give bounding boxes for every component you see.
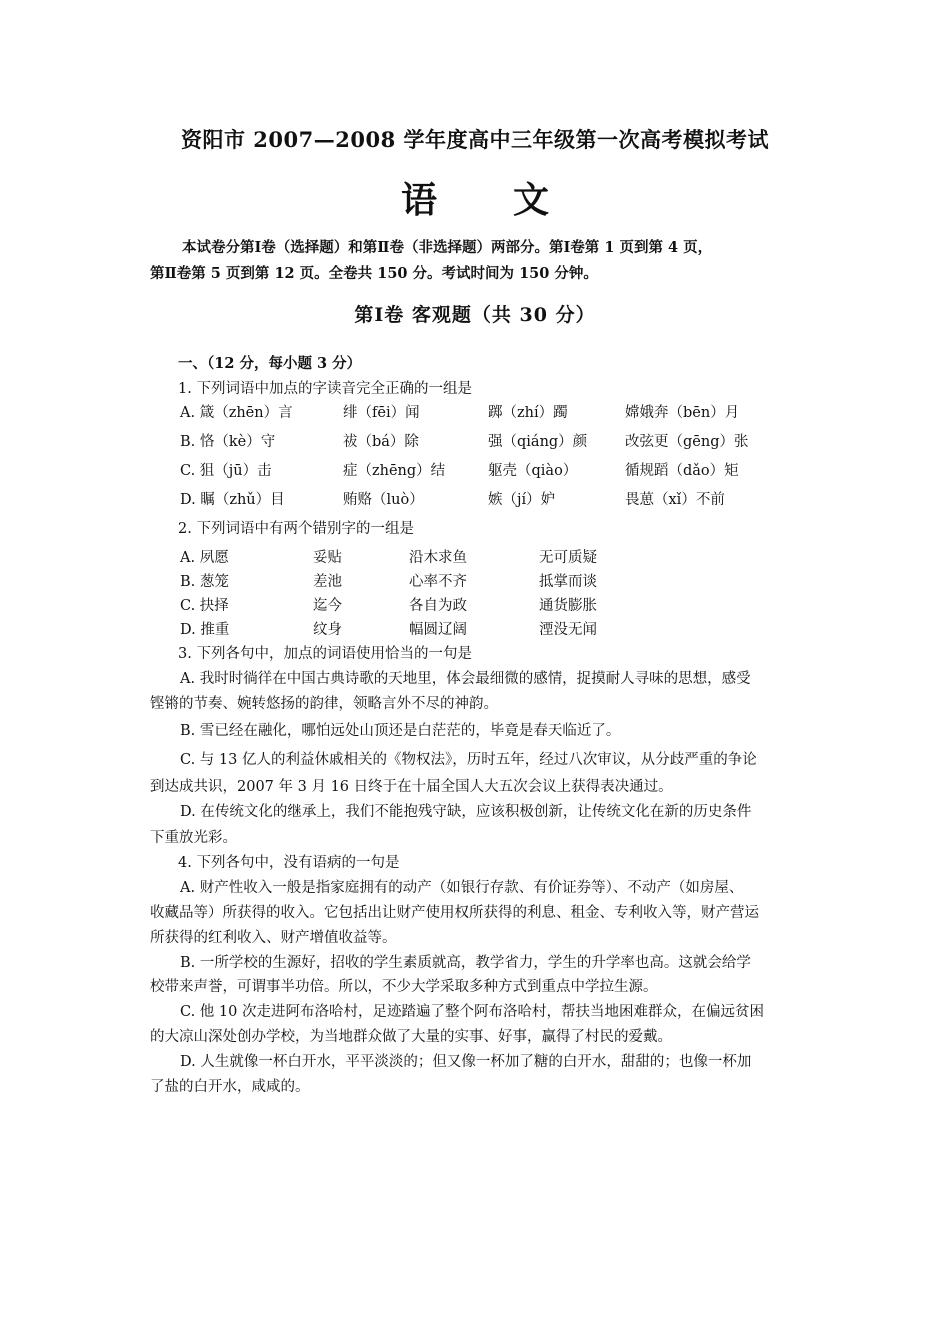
q1-row-b-4: 改弦更（gēng）张 [625, 434, 749, 450]
q3-line-4: C. 与 13 亿人的利益休戚相关的《物权法》，历时五年，经过八次审议，从分歧严重的争论 [180, 752, 757, 768]
q2-row-a-2: 妥贴 [313, 550, 342, 566]
q2-row-b-4: 抵掌而谈 [539, 574, 597, 590]
q2-row-b-2: 差池 [313, 574, 342, 590]
q2-row-a-1: A. 夙愿 [180, 550, 229, 566]
q2-row-a-4: 无可质疑 [539, 550, 597, 566]
q4-line-6: C. 他 10 次走进阿布洛哈村，足迹踏遍了整个阿布洛哈村，帮扶当地困难群众，在偏远贫困 [180, 1004, 764, 1020]
exam-title: 资阳市 2007—2008 学年度高中三年级第一次高考模拟考试 [180, 127, 769, 152]
q4-line-8: D. 人生就像一杯白开水，平平淡淡的；但又像一杯加了糖的白开水，甜甜的；也像一杯加 [180, 1054, 752, 1070]
intro-line-1: 本试卷分第Ⅰ卷（选择题）和第Ⅱ卷（非选择题）两部分。第Ⅰ卷第 1 页到第 4 页， [182, 239, 713, 256]
q1-row-c-3: 躯壳（qiào） [488, 463, 578, 479]
q2-row-b-3: 心率不齐 [409, 574, 467, 590]
q4-line-4: B. 一所学校的生源好，招收的学生素质就高，教学省力，学生的升学率也高。这就会给学 [180, 955, 751, 971]
q4-line-9: 了盐的白开水，咸咸的。 [150, 1079, 310, 1095]
q2-row-a-3: 沿木求鱼 [409, 550, 467, 566]
intro-line-2: 第Ⅱ卷第 5 页到第 12 页。全卷共 150 分。考试时间为 150 分钟。 [150, 265, 598, 282]
q1-row-d-3: 嫉（jí）妒 [488, 492, 556, 508]
section-title: 第Ⅰ卷 客观题（共 30 分） [354, 304, 596, 326]
subject-title: 语文 [400, 179, 625, 221]
q3-line-7: 下重放光彩。 [150, 830, 237, 846]
q1-row-b-1: B. 恪（kè）守 [180, 434, 276, 450]
q1-row-c-2: 症（zhēng）结 [343, 463, 446, 479]
q3-line-2: 铿锵的节奏、婉转悠扬的韵律，领略言外不尽的神韵。 [150, 696, 498, 712]
part1-heading: 一、（12 分，每小题 3 分） [178, 355, 362, 372]
q2-row-d-1: D. 推重 [180, 622, 230, 638]
q4-line-7: 的大凉山深处创办学校，为当地群众做了大量的实事、好事，赢得了村民的爱戴。 [150, 1029, 672, 1045]
q1-row-c-1: C. 狙（jū）击 [180, 463, 272, 479]
q2-row-c-4: 通货膨胀 [539, 598, 597, 614]
q1-row-c-4: 循规蹈（dǎo）矩 [625, 463, 739, 479]
q3-line-3: B. 雪已经在融化，哪怕远处山顶还是白茫茫的，毕竟是春天临近了。 [180, 723, 621, 739]
q4-line-5: 校带来声誉，可谓事半功倍。所以，不少大学采取多种方式到重点中学拉生源。 [150, 979, 658, 995]
q2-row-c-2: 迄今 [313, 598, 342, 614]
q2-row-c-1: C. 抉择 [180, 598, 229, 614]
q3-line-1: A. 我时时徜徉在中国古典诗歌的天地里，体会最细微的感情，捉摸耐人寻味的思想，感受 [180, 671, 751, 687]
q1-row-b-2: 祓（bá）除 [343, 434, 419, 450]
q1-row-b-3: 强（qiáng）颜 [488, 434, 588, 450]
q1-row-a-2: 绯（fēi）闻 [343, 405, 420, 421]
q3-stem: 3. 下列各句中，加点的词语使用恰当的一句是 [178, 646, 472, 662]
q4-line-2: 收藏品等）所获得的收入。它包括出让财产使用权所获得的利息、租金、专利收入等，财产营运 [150, 905, 759, 921]
q2-row-c-3: 各自为政 [409, 598, 467, 614]
q2-row-b-1: B. 葱笼 [180, 574, 229, 590]
q2-row-d-3: 幅圆辽阔 [409, 622, 467, 638]
q1-row-d-2: 贿赂（luò） [343, 492, 424, 508]
q3-line-5: 到达成共识，2007 年 3 月 16 日终于在十届全国人大五次会议上获得表决通过。 [150, 779, 673, 795]
q4-line-3: 所获得的红利收入、财产增值收益等。 [150, 930, 397, 946]
q2-row-d-4: 湮没无闻 [539, 622, 597, 638]
q1-row-d-4: 畏葸（xǐ）不前 [625, 492, 725, 508]
q4-line-1: A. 财产性收入一般是指家庭拥有的动产（如银行存款、有价证券等）、不动产（如房屋、 [180, 880, 744, 896]
q1-row-a-1: A. 箴（zhēn）言 [180, 405, 293, 421]
q1-stem: 1. 下列词语中加点的字读音完全正确的一组是 [178, 381, 472, 397]
q1-row-a-4: 嫦娥奔（bēn）月 [625, 405, 740, 421]
q1-row-d-1: D. 瞩（zhǔ）目 [180, 492, 285, 508]
q4-stem: 4. 下列各句中，没有语病的一句是 [178, 855, 400, 871]
q2-row-d-2: 纹身 [313, 622, 342, 638]
q1-row-a-3: 踯（zhí）躅 [488, 405, 568, 421]
q3-line-6: D. 在传统文化的继承上，我们不能抱残守缺，应该积极创新，让传统文化在新的历史条件 [180, 804, 752, 820]
q2-stem: 2. 下列词语中有两个错别字的一组是 [178, 521, 414, 537]
